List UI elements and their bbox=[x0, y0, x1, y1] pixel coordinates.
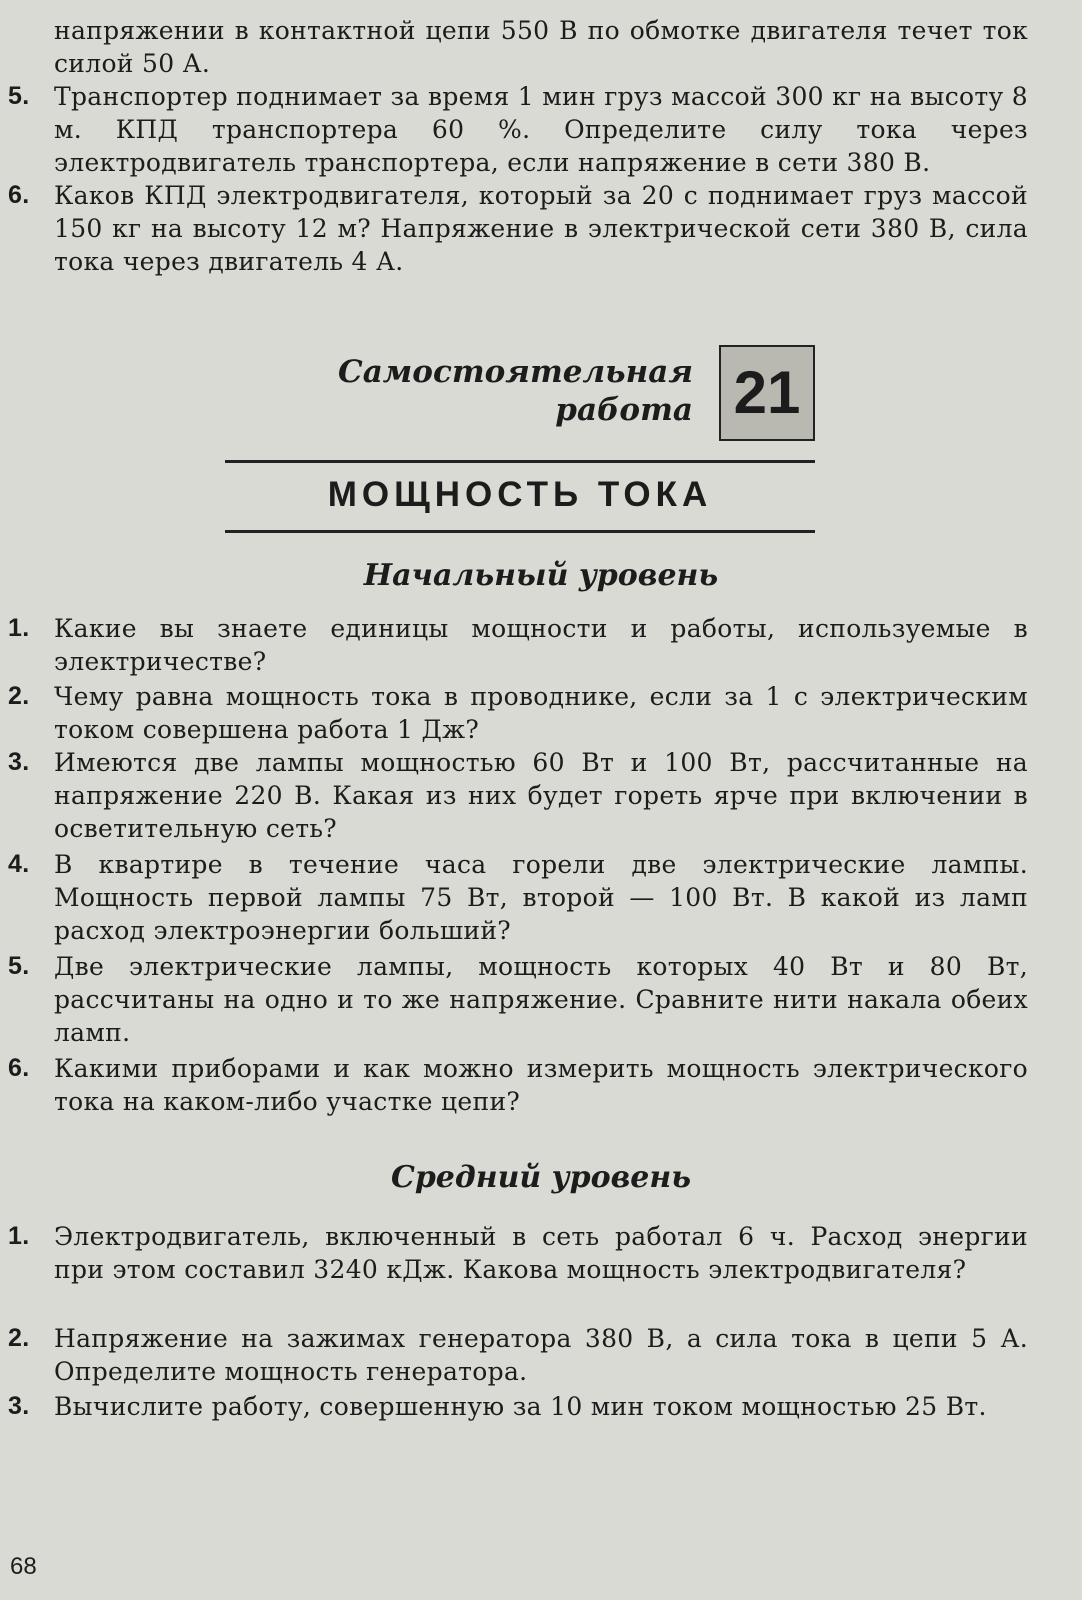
page-number: 68 bbox=[10, 1553, 37, 1580]
section-heading-initial: Начальный уровень bbox=[363, 558, 719, 593]
problem-text: Какие вы знаете единицы мощности и работы, используемые в электричестве? bbox=[54, 614, 1028, 676]
initial-problem-3 bbox=[8, 746, 1028, 845]
problem-number: 2. bbox=[8, 1324, 30, 1352]
problem-text: Электродвигатель, включенный в сеть работал 6 ч. Расход энергии при этом составил 3240 кДж. Какова мощность электродвигателя? bbox=[54, 1222, 1028, 1284]
problem-number: 1. bbox=[8, 614, 30, 642]
problem-prev-6 bbox=[8, 179, 1028, 278]
work-number-badge: 21 bbox=[719, 345, 815, 441]
page-title: МОЩНОСТЬ ТОКА bbox=[327, 475, 713, 514]
problem-text: Чему равна мощность тока в проводнике, если за 1 с электрическим током совершена работа 1 Дж? bbox=[54, 682, 1028, 744]
problem-number: 5. bbox=[8, 82, 30, 110]
problem-number: 3. bbox=[8, 748, 30, 776]
problem-number: 3. bbox=[8, 1392, 30, 1420]
problem-number: 6. bbox=[8, 1054, 30, 1082]
initial-problem-2 bbox=[8, 680, 1028, 746]
middle-problem-3 bbox=[8, 1390, 1028, 1423]
initial-problem-1 bbox=[8, 612, 1028, 678]
title-rule-bottom bbox=[225, 530, 815, 533]
middle-problem-1 bbox=[8, 1220, 1028, 1286]
problem-text: Транспортер поднимает за время 1 мин груз массой 300 кг на высоту 8 м. КПД транспортера 60 %. Определите силу тока через электродвигатель транспортера, если напряжение в сети 380 В. bbox=[54, 82, 1028, 177]
work-label bbox=[338, 353, 693, 429]
initial-problem-5 bbox=[8, 950, 1028, 1049]
problem-text: Имеются две лампы мощностью 60 Вт и 100 Вт, рассчитанные на напряжение 220 В. Какая из них будет гореть ярче при включении в осветительную сеть? bbox=[54, 748, 1028, 843]
problem-prev-5 bbox=[8, 80, 1028, 179]
initial-problem-6 bbox=[8, 1052, 1028, 1118]
problem-text: Каков КПД электродвигателя, который за 20 с поднимает груз массой 150 кг на высоту 12 м? Напряжение в электрической сети 380 В, сила тока через двигатель 4 А. bbox=[54, 181, 1028, 276]
initial-problem-4 bbox=[8, 848, 1028, 947]
work-label-line1: Самостоятельная bbox=[338, 354, 693, 390]
problem-number: 4. bbox=[8, 850, 30, 878]
problem-number: 2. bbox=[8, 682, 30, 710]
problem-text: В квартире в течение часа горели две электрические лампы. Мощность первой лампы 75 Вт, второй — 100 Вт. В какой из ламп расход электроэнергии больший? bbox=[54, 850, 1028, 945]
problem-number: 5. bbox=[8, 952, 30, 980]
title-rule-top bbox=[225, 460, 815, 463]
problem-text: Какими приборами и как можно измерить мощность электрического тока на каком-либо участке цепи? bbox=[54, 1054, 1028, 1116]
problem-text: Две электрические лампы, мощность которых 40 Вт и 80 Вт, рассчитаны на одно и то же напряжение. Сравните нити накала обеих ламп. bbox=[54, 952, 1028, 1047]
section-heading-middle: Средний уровень bbox=[390, 1160, 692, 1195]
problem-number: 1. bbox=[8, 1222, 30, 1250]
work-label-line2: работа bbox=[555, 392, 693, 428]
middle-problem-2 bbox=[8, 1322, 1028, 1388]
problem-number: 6. bbox=[8, 181, 30, 209]
problem-text: Напряжение на зажимах генератора 380 В, а сила тока в цепи 5 А. Определите мощность генератора. bbox=[54, 1324, 1028, 1386]
problem-text: Вычислите работу, совершенную за 10 мин током мощностью 25 Вт. bbox=[54, 1392, 987, 1421]
continued-problem-text: напряжении в контактной цепи 550 В по обмотке двигателя течет ток силой 50 А. bbox=[54, 16, 1028, 78]
